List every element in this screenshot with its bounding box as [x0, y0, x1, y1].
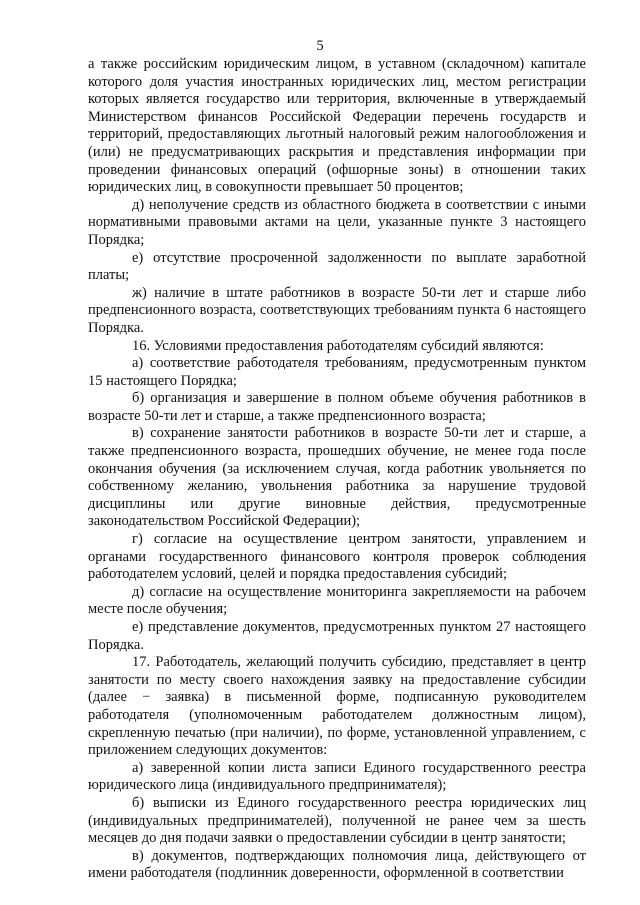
paragraph: а также российским юридическим лицом, в уставном (складочном) капитале которого доля участия иностранных юридических лиц, местом регистрации которых является государство или территория, включенные в утверждаемый Министерством финансов Российской Федерации перечень государств и территорий, предоставляющих льготный налоговый режим налогообложения и (или) не предусматривающих раскрытия и представления информации при проведении финансовых операций (офшорные зоны) в отношении таких юридических лиц, в совокупности превышает 50 процентов; [88, 56, 586, 196]
paragraph: 16. Условиями предоставления работодателям субсидий являются: [132, 337, 544, 354]
paragraph: в) документов, подтверждающих полномочия лица, действующего от имени работодателя (подлинник доверенности, оформленной в соответствии [88, 847, 586, 882]
paragraph: 17. Работодатель, желающий получить субсидию, представляет в центр занятости по месту своего нахождения заявку на предоставление субсидии (далее − заявка) в письменной форме, подписанную руководителем работодателя (уполномоченным работодателем должностным лицом), скрепленную печатью (при наличии), по форме, установленной управлением, с приложением следующих документов: [88, 654, 586, 759]
paragraph: в) сохранение занятости работников в возрасте 50-ти лет и старше, а также предпенсионного возраста, прошедших обучение, не менее года после окончания обучения (за исключением случая, когда работник увольняется по собственному желанию, увольнения работника за нарушение трудовой дисциплины или другие виновные действия, предусмотренные законодательством Российской Федерации); [88, 425, 586, 530]
paragraph: а) заверенной копии листа записи Единого государственного реестра юридического лица (индивидуального предпринимателя); [88, 759, 586, 794]
paragraph: г) согласие на осуществление центром занятости, управлением и органами государственного финансового контроля проверок соблюдения работодателем условий, целей и порядка предоставления субсидий; [88, 531, 586, 583]
paragraph: а) соответствие работодателя требованиям, предусмотренным пунктом 15 настоящего Порядка; [88, 355, 586, 389]
paragraph: ж) наличие в штате работников в возрасте 50-ти лет и старше либо предпенсионного возраста, соответствующих требованиям пункта 6 настоящего Порядка. [88, 284, 586, 336]
paragraph: е) отсутствие просроченной задолженности по выплате заработной платы; [88, 249, 586, 284]
paragraph: д) неполучение средств из областного бюджета в соответствии с иными нормативными правовыми актами на цели, указанные пункте 3 настоящего Порядка; [88, 196, 586, 248]
document-body [88, 56, 586, 883]
paragraph: д) согласие на осуществление мониторинга закрепляемости на рабочем месте после обучения; [88, 583, 586, 618]
paragraph: б) выписки из Единого государственного реестра юридических лиц (индивидуальных предпринимателей), полученной не ранее чем за шесть месяцев до дня подачи заявки о предоставлении субсидии в центр занятости; [88, 794, 586, 847]
paragraph: б) организация и завершение в полном объеме обучения работников в возрасте 50-ти лет и старше, а также предпенсионного возраста; [88, 390, 586, 424]
paragraph: е) представление документов, предусмотренных пунктом 27 настоящего Порядка. [88, 619, 586, 653]
page-number: 5 [316, 38, 324, 54]
